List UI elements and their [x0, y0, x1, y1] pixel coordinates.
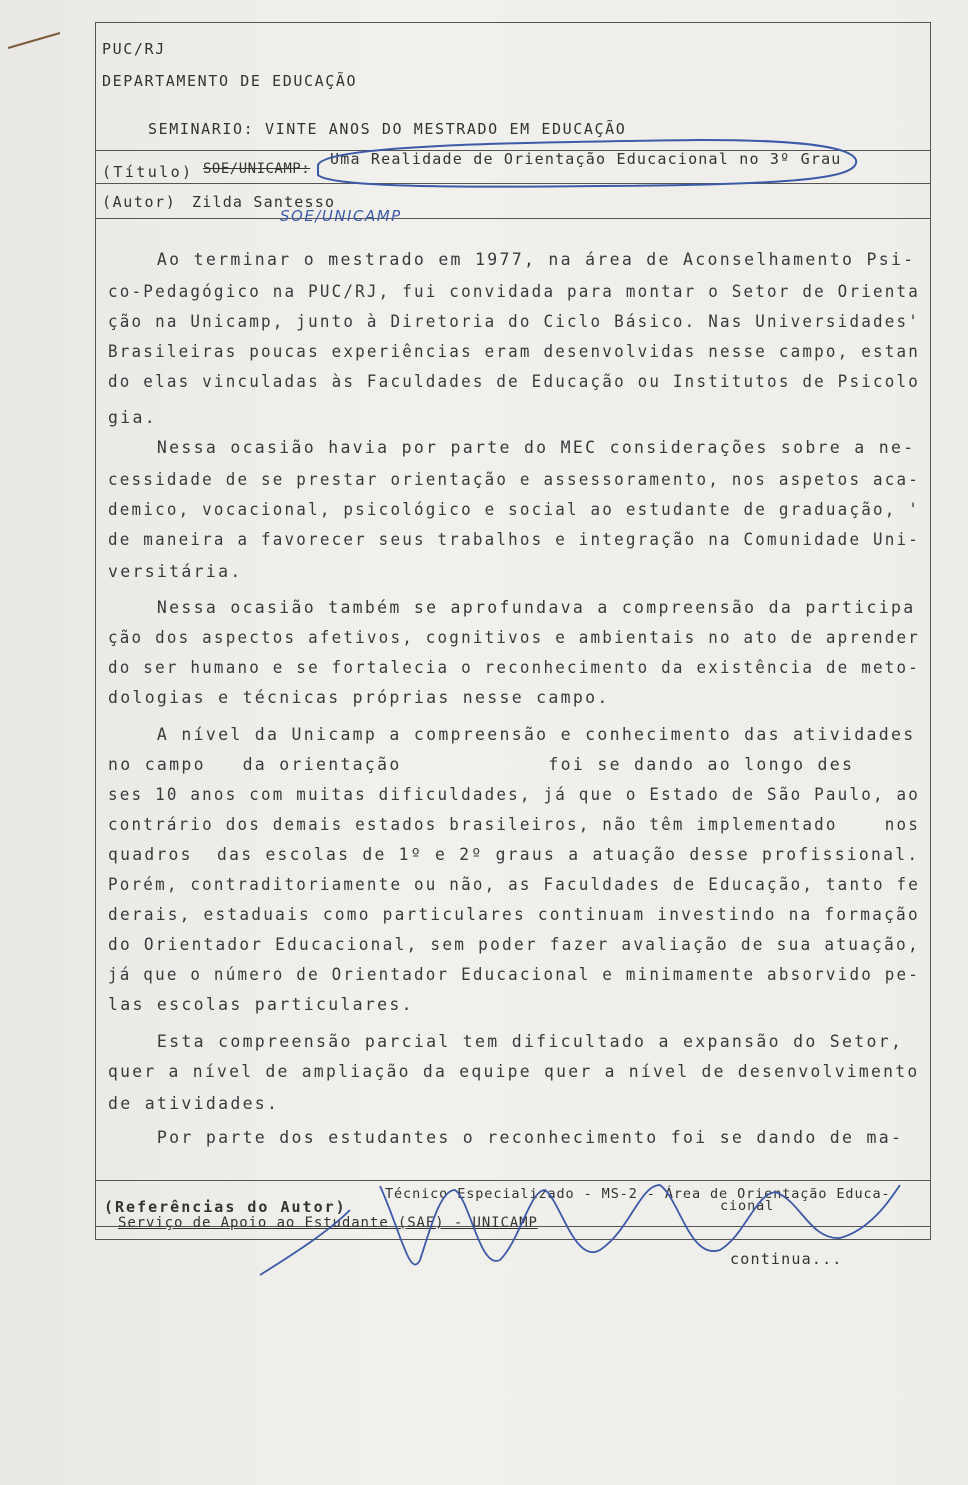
body-line: quadros das escolas de 1º e 2º graus a atuação desse profissional. [108, 845, 920, 864]
author-label: (Autor) [102, 193, 177, 211]
header-tick-mark [8, 33, 60, 48]
body-line: ção dos aspectos afetivos, cognitivos e ambientais no ato de aprender [108, 628, 921, 647]
department: DEPARTAMENTO DE EDUCAÇÃO [102, 72, 358, 90]
body-line: ção na Unicamp, junto à Diretoria do Ciclo Básico. Nas Universidades' [108, 312, 921, 331]
body-line: no campo da orientação foi se dando ao longo des [108, 755, 855, 774]
handwritten-note: SOE/UNICAMP [280, 207, 402, 225]
body-line: quer a nível de ampliação da equipe quer a nível de desenvolvimento [108, 1062, 920, 1081]
body-line: Nessa ocasião também se aprofundava a compreensão da participa [108, 598, 916, 617]
body-line: de maneira a favorecer seus trabalhos e integração na Comunidade Uni- [108, 530, 921, 549]
body-line: contrário dos demais estados brasileiros, não têm implementado nos [108, 815, 921, 834]
body-line: do elas vinculadas às Faculdades de Educação ou Institutos de Psicolo [108, 372, 921, 391]
body-line: de atividades. [108, 1094, 280, 1113]
references-label: (Referências do Autor) [104, 1198, 347, 1216]
title-circle [318, 140, 856, 187]
body-line: Brasileiras poucas experiências eram desenvolvidas nesse campo, estan [108, 342, 921, 361]
body-line: Por parte dos estudantes o reconhecimento foi se dando de ma- [108, 1128, 904, 1147]
author-role: Técnico Especializado - MS-2 - Área de Orientação Educa- [385, 1186, 891, 1202]
author-role-cont: cional [720, 1198, 775, 1214]
body-line: Ao terminar o mestrado em 1977, na área de Aconselhamento Psi- [108, 250, 916, 269]
body-line: co-Pedagógico na PUC/RJ, fui convidada para montar o Setor de Orienta [108, 282, 921, 301]
seminar-title: SEMINARIO: VINTE ANOS DO MESTRADO EM EDUCAÇÃO [148, 120, 627, 138]
service-name: Serviço de Apoio ao Estudante (SAE) - UNICAMP [118, 1215, 538, 1231]
body-line: versitária. [108, 562, 243, 581]
body-line: dologias e técnicas próprias nesse campo. [108, 688, 610, 707]
body-line: A nível da Unicamp a compreensão e conhecimento das atividades [108, 725, 916, 744]
body-line: ses 10 anos com muitas dificuldades, já que o Estado de São Paulo, ao [108, 785, 921, 804]
body-line: las escolas particulares. [108, 995, 414, 1014]
struck-text: SOE/UNICAMP: [203, 161, 311, 177]
body-line: derais, estaduais como particulares continuam investindo na formação [108, 905, 920, 924]
institution: PUC/RJ [102, 40, 166, 58]
body-line: Porém, contraditoriamente ou não, as Faculdades de Educação, tanto fe [108, 875, 921, 894]
title-label: (Título) [102, 163, 194, 181]
body-line: cessidade de se prestar orientação e assessoramento, nos aspetos aca- [108, 470, 921, 489]
body-line: já que o número de Orientador Educacional e minimamente absorvido pe- [108, 965, 921, 984]
body-line: do ser humano e se fortalecia o reconhecimento da existência de meto- [108, 658, 921, 677]
body-line: Nessa ocasião havia por parte do MEC considerações sobre a ne- [108, 438, 916, 457]
author-name: Zilda Santesso [192, 193, 336, 211]
continues-note: continua... [730, 1250, 843, 1268]
document-title: Uma Realidade de Orientação Educacional no 3º Grau [330, 150, 842, 168]
body-line: demico, vocacional, psicológico e social ao estudante de graduação, ' [108, 500, 921, 519]
body-line: Esta compreensão parcial tem dificultado a expansão do Setor, [108, 1032, 904, 1051]
body-line: gia. [108, 408, 157, 427]
footer-scribble [260, 1185, 900, 1275]
body-line: do Orientador Educacional, sem poder fazer avaliação de sua atuação, [108, 935, 920, 954]
